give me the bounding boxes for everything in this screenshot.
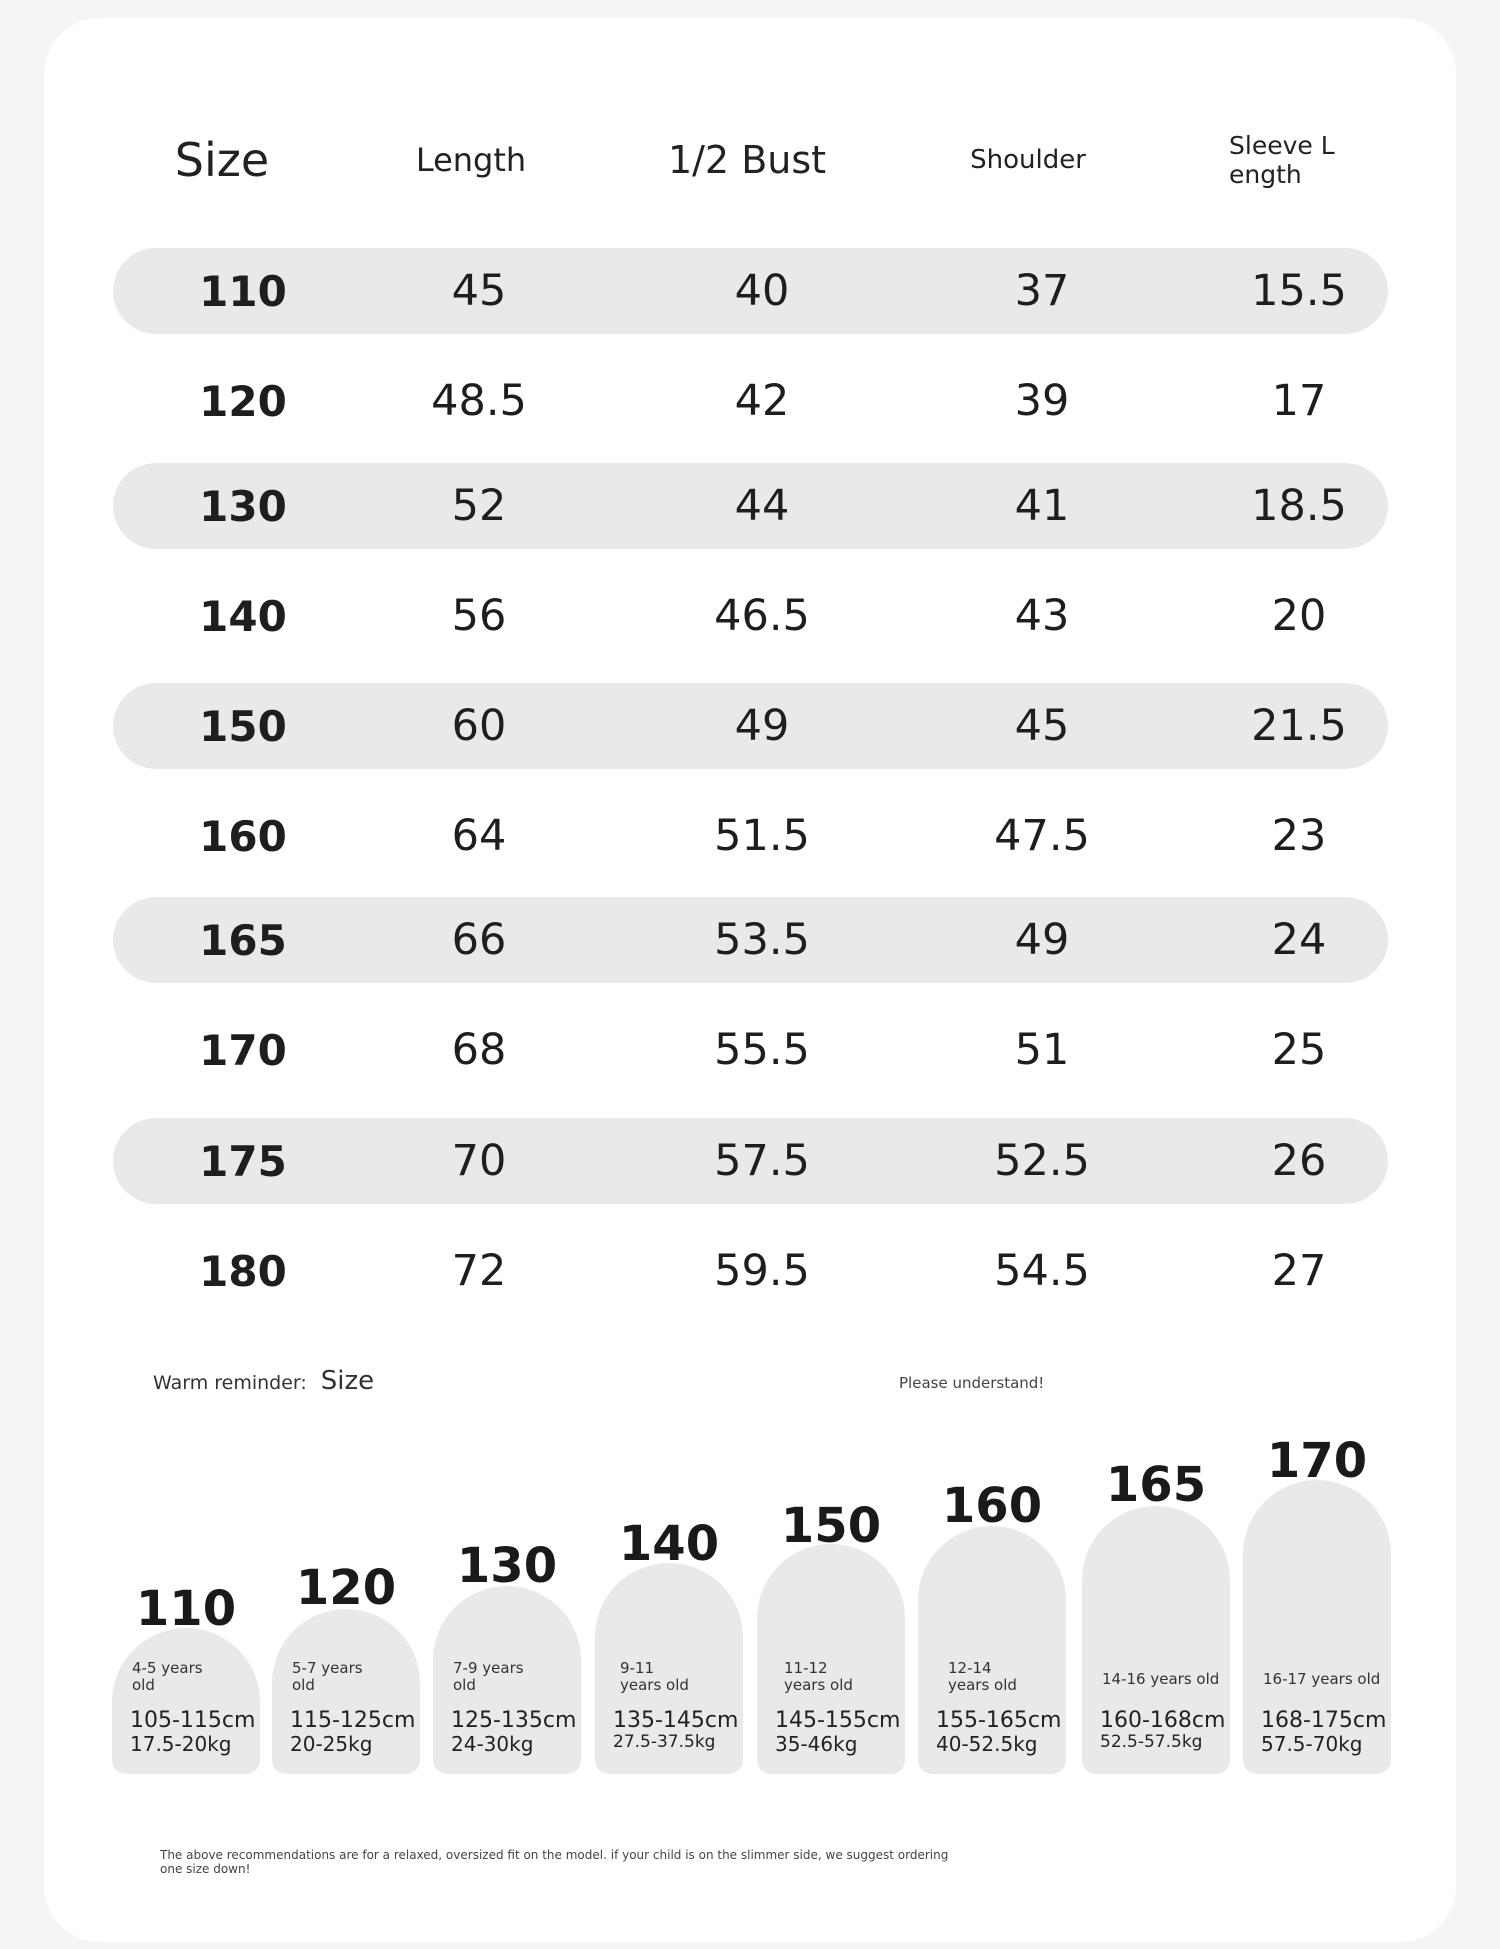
warm-reminder-label: Warm reminder: <box>153 1372 307 1394</box>
cell-sleeve-length: 21.5 <box>1251 701 1347 751</box>
cell-length: 45 <box>451 266 507 316</box>
recommendation-size: 110 <box>135 1581 237 1637</box>
cell-size: 140 <box>199 591 287 641</box>
table-row <box>113 1007 1388 1093</box>
recommendation-size: 170 <box>1266 1433 1368 1489</box>
cell-length: 66 <box>451 915 507 965</box>
header-half-bust: 1/2 Bust <box>667 138 827 182</box>
cell-shoulder: 52.5 <box>994 1136 1090 1186</box>
recommendation-size: 130 <box>456 1538 558 1594</box>
cell-length: 64 <box>451 811 507 861</box>
recommendation-age: 12-14 years old <box>948 1659 1017 1694</box>
cell-size: 170 <box>199 1025 287 1075</box>
table-row <box>113 683 1388 769</box>
cell-size: 180 <box>199 1246 287 1296</box>
cell-sleeve-length: 18.5 <box>1251 481 1347 531</box>
cell-shoulder: 43 <box>1014 591 1070 641</box>
recommendation-height: 125-135cm <box>451 1708 577 1733</box>
recommendation-size: 150 <box>780 1498 882 1554</box>
table-header <box>0 120 1500 200</box>
recommendation-age: 9-11 years old <box>620 1659 689 1694</box>
cell-sleeve-length: 17 <box>1271 376 1327 426</box>
table-row <box>113 793 1388 879</box>
cell-sleeve-length: 26 <box>1271 1136 1327 1186</box>
cell-length: 72 <box>451 1246 507 1296</box>
recommendation-height: 168-175cm <box>1261 1708 1387 1733</box>
table-row <box>113 897 1388 983</box>
cell-sleeve-length: 27 <box>1271 1246 1327 1296</box>
warm-reminder-value: Size <box>320 1366 375 1396</box>
cell-half-bust: 55.5 <box>714 1025 810 1075</box>
recommendation-size: 140 <box>618 1516 720 1572</box>
footnote: The above recommendations are for a relaxed, oversized fit on the model. if your child is on the slimmer side, we suggest ordering one size down! <box>160 1848 949 1876</box>
please-understand-note: Please understand! <box>899 1374 1045 1392</box>
cell-shoulder: 54.5 <box>994 1246 1090 1296</box>
recommendation-size: 160 <box>941 1478 1043 1534</box>
cell-shoulder: 45 <box>1014 701 1070 751</box>
recommendation-weight: 20-25kg <box>290 1732 373 1756</box>
recommendation-weight: 35-46kg <box>775 1732 858 1756</box>
cell-sleeve-length: 25 <box>1271 1025 1327 1075</box>
cell-half-bust: 57.5 <box>714 1136 810 1186</box>
header-sleeve-length: Sleeve Length <box>1229 131 1335 189</box>
recommendation-weight: 24-30kg <box>451 1732 534 1756</box>
recommendation-age: 5-7 years old <box>292 1659 363 1694</box>
cell-length: 70 <box>451 1136 507 1186</box>
cell-length: 52 <box>451 481 507 531</box>
recommendation-age: 16-17 years old <box>1263 1670 1381 1688</box>
cell-sleeve-length: 23 <box>1271 811 1327 861</box>
cell-half-bust: 53.5 <box>714 915 810 965</box>
cell-half-bust: 44 <box>734 481 790 531</box>
header-size: Size <box>174 133 270 187</box>
cell-half-bust: 40 <box>734 266 790 316</box>
cell-shoulder: 51 <box>1014 1025 1070 1075</box>
cell-half-bust: 42 <box>734 376 790 426</box>
table-row <box>113 463 1388 549</box>
table-row <box>113 248 1388 334</box>
recommendation-age: 7-9 years old <box>453 1659 524 1694</box>
cell-shoulder: 37 <box>1014 266 1070 316</box>
cell-size: 165 <box>199 915 287 965</box>
cell-shoulder: 41 <box>1014 481 1070 531</box>
cell-size: 110 <box>199 266 287 316</box>
cell-size: 160 <box>199 811 287 861</box>
recommendation-weight: 57.5-70kg <box>1261 1732 1363 1756</box>
recommendation-weight: 27.5-37.5kg <box>613 1732 716 1752</box>
cell-sleeve-length: 20 <box>1271 591 1327 641</box>
cell-shoulder: 39 <box>1014 376 1070 426</box>
recommendation-height: 155-165cm <box>936 1708 1062 1733</box>
recommendation-height: 160-168cm <box>1100 1708 1226 1733</box>
cell-size: 130 <box>199 481 287 531</box>
header-shoulder: Shoulder <box>970 145 1086 175</box>
cell-half-bust: 46.5 <box>714 591 810 641</box>
recommendation-height: 115-125cm <box>290 1708 416 1733</box>
cell-shoulder: 47.5 <box>994 811 1090 861</box>
recommendation-height: 105-115cm <box>130 1708 256 1733</box>
cell-length: 56 <box>451 591 507 641</box>
recommendation-age: 11-12 years old <box>784 1659 853 1694</box>
warm-reminder <box>153 1366 374 1396</box>
recommendation-weight: 52.5-57.5kg <box>1100 1732 1203 1752</box>
cell-length: 48.5 <box>431 376 527 426</box>
recommendation-height: 135-145cm <box>613 1708 739 1733</box>
cell-shoulder: 49 <box>1014 915 1070 965</box>
recommendation-size: 120 <box>295 1560 397 1616</box>
cell-sleeve-length: 15.5 <box>1251 266 1347 316</box>
table-row <box>113 573 1388 659</box>
cell-size: 175 <box>199 1136 287 1186</box>
cell-half-bust: 59.5 <box>714 1246 810 1296</box>
recommendation-weight: 40-52.5kg <box>936 1732 1038 1756</box>
cell-length: 68 <box>451 1025 507 1075</box>
cell-half-bust: 49 <box>734 701 790 751</box>
cell-length: 60 <box>451 701 507 751</box>
header-length: Length <box>415 141 527 179</box>
recommendation-age: 4-5 years old <box>132 1659 203 1694</box>
table-row <box>113 1118 1388 1204</box>
table-row <box>113 1228 1388 1314</box>
table-row <box>113 358 1388 444</box>
recommendation-age: 14-16 years old <box>1102 1670 1220 1688</box>
cell-half-bust: 51.5 <box>714 811 810 861</box>
cell-size: 120 <box>199 376 287 426</box>
recommendation-weight: 17.5-20kg <box>130 1732 232 1756</box>
cell-sleeve-length: 24 <box>1271 915 1327 965</box>
cell-size: 150 <box>199 701 287 751</box>
recommendation-height: 145-155cm <box>775 1708 901 1733</box>
recommendation-size: 165 <box>1105 1457 1207 1513</box>
